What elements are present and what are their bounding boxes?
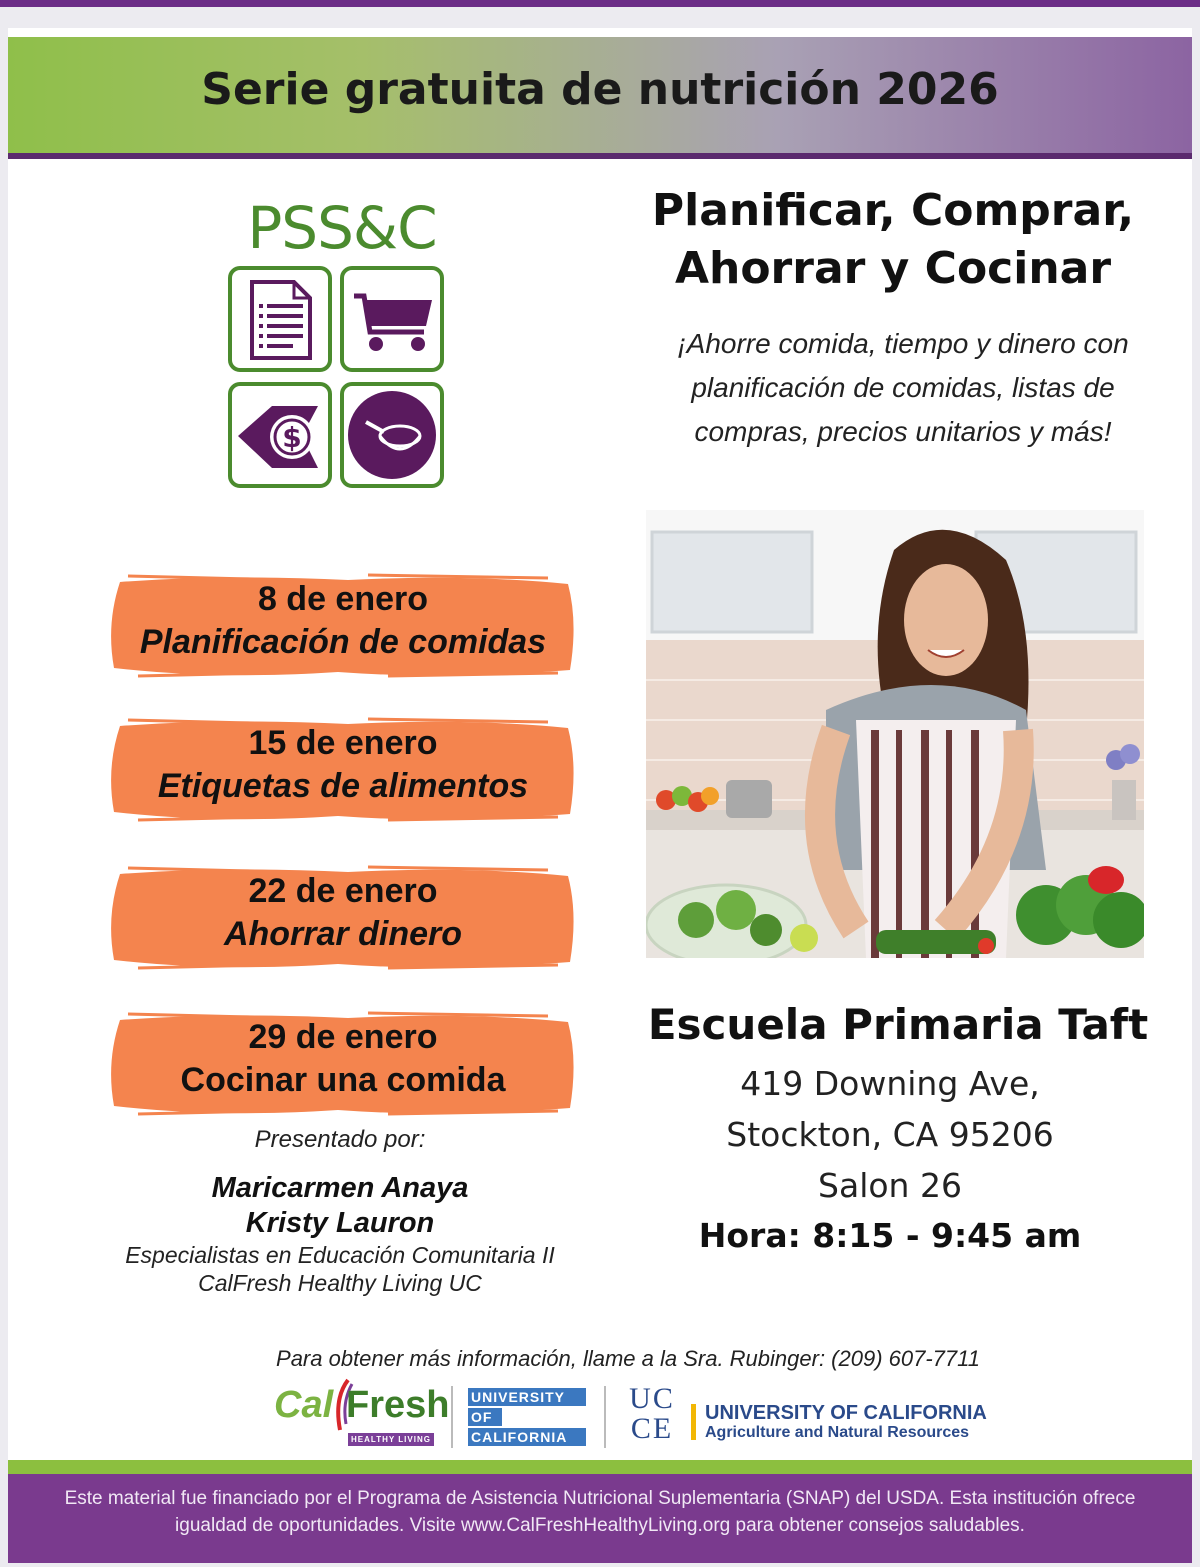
calfresh-logo-fresh: Fresh xyxy=(346,1384,450,1426)
disclaimer-line2: igualdad de oportunidades. Visite www.CalFreshHealthyLiving.org para obtener consejos saludables. xyxy=(175,1515,1025,1536)
anr-logo-bar xyxy=(691,1404,696,1440)
anr-logo-title: UNIVERSITY OF CALIFORNIA xyxy=(705,1402,987,1424)
ucce-logo-line1: UC xyxy=(629,1382,675,1415)
pssc-logo-text: PSS&C xyxy=(247,194,437,262)
calfresh-logo-sub: HEALTHY LIVING xyxy=(348,1433,434,1446)
tagline-line3: compras, precios unitarios y más! xyxy=(694,416,1112,447)
session-date: 15 de enero xyxy=(248,724,438,762)
school-name: Escuela Primaria Taft xyxy=(647,1000,1149,1049)
presenter-name: Maricarmen Anaya xyxy=(211,1172,469,1204)
footer-green-band xyxy=(8,1460,1192,1474)
series-title: Serie gratuita de nutrición 2026 xyxy=(201,64,999,115)
uc-logo-line2: OF xyxy=(468,1408,502,1426)
woman-cooking-photo xyxy=(646,510,1144,958)
session-topic: Ahorrar dinero xyxy=(223,915,463,953)
address-city: Stockton, CA 95206 xyxy=(726,1115,1054,1154)
session-topic: Planificación de comidas xyxy=(139,623,547,661)
calfresh-logo-cal: Cal xyxy=(274,1384,334,1426)
university-of-california-logo xyxy=(468,1388,586,1448)
ucce-logo xyxy=(622,1384,682,1444)
contact-info: Para obtener más información, llame a la Sra. Rubinger: (209) 607-7711 xyxy=(276,1346,980,1371)
session-date: 8 de enero xyxy=(257,580,429,618)
session-date: 29 de enero xyxy=(248,1018,438,1056)
anr-logo-subtitle: Agriculture and Natural Resources xyxy=(705,1424,970,1441)
disclaimer-line1: Este material fue financiado por el Programa de Asistencia Nutricional Suplementaria (SNAP) del USDA. Esta institución ofrece xyxy=(64,1488,1136,1509)
program-title-line1: Planificar, Comprar, xyxy=(651,185,1135,236)
session-item xyxy=(108,1010,578,1118)
tagline-line1: ¡Ahorre comida, tiempo y dinero con xyxy=(677,328,1129,359)
session-item xyxy=(108,864,578,972)
presenter-name: Kristy Lauron xyxy=(245,1207,435,1239)
banner-underline xyxy=(8,153,1192,159)
session-time: Hora: 8:15 - 9:45 am xyxy=(698,1216,1082,1255)
tagline xyxy=(608,322,1192,454)
program-title-line2: Ahorrar y Cocinar xyxy=(674,243,1112,294)
program-title xyxy=(598,182,1188,298)
presenter-org: CalFresh Healthy Living UC xyxy=(198,1270,482,1296)
ucce-logo-line2: CE xyxy=(630,1412,674,1445)
document-icon xyxy=(228,266,332,372)
session-topic: Etiquetas de alimentos xyxy=(157,767,529,805)
dollar-tag-icon xyxy=(228,382,332,488)
session-topic: Cocinar una comida xyxy=(180,1061,506,1099)
svg-text:$: $ xyxy=(282,421,302,454)
snap-disclaimer xyxy=(28,1485,1172,1539)
logo-divider xyxy=(604,1386,606,1448)
tagline-line2: planificación de comidas, listas de xyxy=(691,372,1115,403)
shopping-cart-icon xyxy=(340,266,444,372)
flyer-page xyxy=(8,28,1192,1563)
uc-logo-line3: CALIFORNIA xyxy=(468,1428,586,1446)
session-item xyxy=(108,716,578,824)
session-date: 22 de enero xyxy=(248,872,438,910)
presented-by-label: Presentado por: xyxy=(254,1126,426,1153)
logo-divider xyxy=(451,1386,453,1448)
presenter-role: Especialistas en Educación Comunitaria II xyxy=(125,1242,555,1268)
calfresh-logo xyxy=(270,1378,450,1454)
session-item xyxy=(108,572,578,680)
address-street: 419 Downing Ave, xyxy=(740,1064,1040,1103)
room-number: Salon 26 xyxy=(818,1166,962,1205)
uc-logo-line1: UNIVERSITY xyxy=(468,1388,586,1406)
top-border xyxy=(0,0,1200,7)
cooking-pan-icon xyxy=(340,382,444,488)
